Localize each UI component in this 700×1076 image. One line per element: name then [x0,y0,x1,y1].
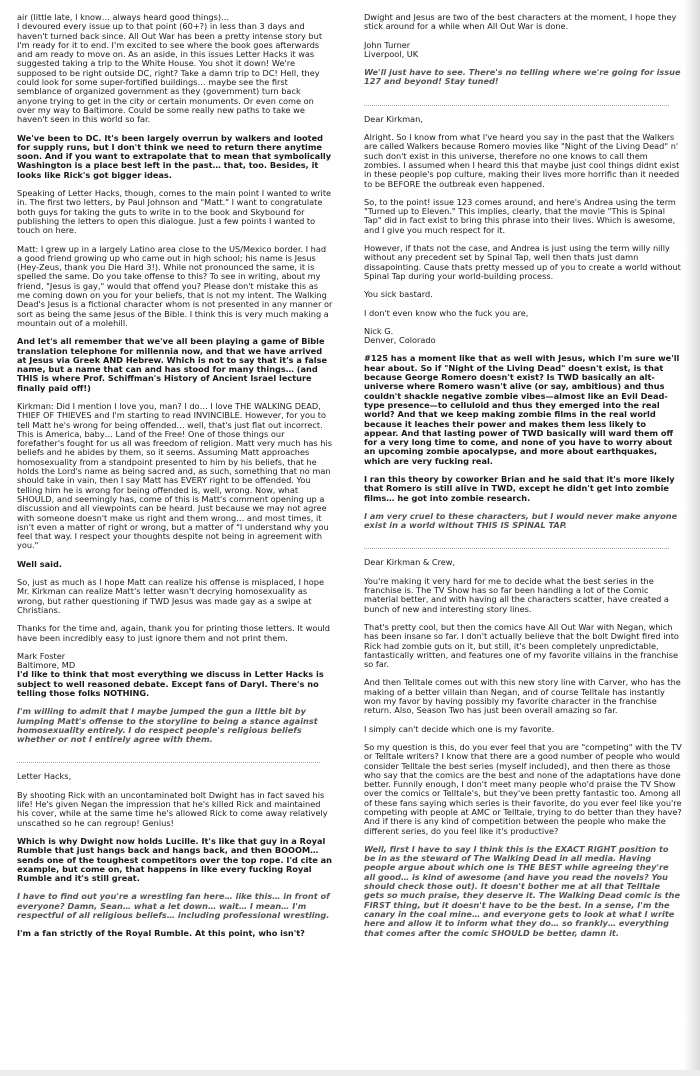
letter-separator [364,96,669,106]
kirkman-response: Well, first I have to say I think this is the EXACT RIGHT position to be in as the steward of The Walking Dead in all media. Having people argue about which one is THE BEST while agreeing they're all good… is kind of awesome (and have you read the novels? You should check those out). It doesn't bother me at all that Telltale gets so much praise, they deserve it. The Walking Dead comic is the FIRST thing, but it doesn't have to be the best. In a sense, I'm the canary in the coal mine… and everyone gets to look at what I write here and allow it to inform what they do… so frankly… everything that comes after the comic SHOULD be better, damn it. [364,843,681,938]
letter-paragraph: And then Telltale comes out with this new story line with Carver, who has the making of a better villain than Negan, and of course Telltale has instantly won my favor by having possibly my favorite character in the franchise return. Also, Season Two has just been overall amazing so far. [364,677,681,716]
left-column [17,13,333,948]
letter-paragraph: I don't even know who the fuck you are, [364,307,529,318]
kirkman-response: I have to find out you're a wrestling fan here… like this… in front of everyone? Damn, Sean… what a let down… wait… I mean… I'm respectful of all religious beliefs… including professional wrestling. [17,891,330,921]
editor-response: I'm a fan strictly of the Royal Rumble. At this point, who isn't? [17,928,305,939]
letter-paragraph: However, if thats not the case, and Andrea is just using the term willy nilly without any precedent set by Spinal Tap, well then thats just damn dissapointing. Cause thats pretty messed up of you to create a world without Spinal Tap during your world-building process. [364,243,681,281]
letter-paragraph: Speaking of Letter Hacks, though, comes to the main point I wanted to write in. The first two letters, by Paul Johnson and "Matt." I want to congratulate both guys for taking the guts to write in to the book and Skybound for publishing the letters to open this dialogue. Just a few points I wanted to touch on here. [17,188,332,236]
right-column [364,13,682,947]
letter-paragraph: Mark Foster Baltimore, MD [17,650,76,671]
letter-paragraph: John Turner Liverpool, UK [364,39,419,59]
letter-paragraph: Dear Kirkman & Crew, [364,557,456,568]
letter-paragraph: Nick G. Denver, Colorado [364,325,436,346]
letter-paragraph: So my question is this, do you ever feel that you are "competing" with the TV or Telltale writers? I know that there are a good number of people who would consider Telltale the best series (myself included), and then there as those who say that the comics are the best and none of the adaptations have done better. Funnily enough, I don't meet many people who'd praise the TV Show over the comics or Telltale's, but they've been pretty fantastic too. Among all of these fans saying which series is their favorite, do you ever feel like you're competing with people at AMC or Telltale, trying to do better than they have? And if there is any kind of competition between the people who make the different series, do you feel like it's productive? [364,741,682,836]
kirkman-response: I'm willing to admit that I maybe jumped the gun a little bit by lumping Matt's offense to the storyline to being a stance against homosexuality entirely. I do respect people's religious beliefs whether or not I entirely agree with them. [17,706,318,745]
letter-paragraph: Letter Hacks, [17,771,72,782]
letter-paragraph: Kirkman: Did I mention I love you, man? I do… I love THE WALKING DEAD, THIEF OF THIEVES and I'm starting to read INVINCIBLE. However, for you to tell Matt he's wrong for being offended… well, that's just flat out incorrect. This is America, baby… Land of the Free! One of those things our forefather's fought for us all was freedom of religion. Matt very much has his beliefs and he abides by them, so it seems. Assuming Matt approaches homosexuality from a standpoint presented to him by his beliefs, that he holds the Lord's name as being sacred and, as such, something that no man should take in vain, then I say Matt has EVERY right to be offended. You telling him he is wrong for being offended is, well, wrong. Now, what SHOULD, and seemingly has, come of this is Matt's comment opening up a discussion and all viewpoints can be heard. Just because we may not agree with someone doesn't make us right and them wrong… and most times, it isn't even a matter of right or wrong, but a matter of "I understand why you feel that way. I respect your thoughts despite not being in agreement with you." [17,400,333,551]
letter-paragraph: Matt: I grew up in a largely Latino area close to the US/Mexico border. I had a good friend growing up who came out in high school; his name is Jesus (Hey-Zeus, thank you Die Hard 3!). While not pronounced the same, it is spelled the same. Do you take offense to this? To see in writing, about my friend, "Jesus is gay," would that offend you? Please don't mistake this as me coming down on you for your beliefs, that is not my intent. The Walking Dead's Jesus is a fictional character whom is not presented in any manner or sort as being the same Jesus of the Bible. I think this is very much making a mountain out of a molehill. [17,243,333,328]
letter-paragraph: You're making it very hard for me to decide what the best series in the franchise is. The TV Show has so far been handling a lot of the Comic material better, and with having all the characters scatter, have created a bunch of new and interesting story lines. [364,575,669,614]
letter-paragraph: That's pretty cool, but then the comics have All Out War with Negan, which has been insane so far. I don't actually believe that the bolt Dwight fired into Rick had zombie guts on it, but still, it's been completely unpredictable, fantastically written, and features one of my favorite villains in the franchise so far. [364,621,679,670]
letter-paragraph: You sick bastard. [364,289,433,300]
kirkman-response: I am very cruel to these characters, but I would never make anyone exist in a world without THIS IS SPINAL TAP. [364,510,678,531]
page-edge-shadow [684,0,700,1076]
editor-response: Well said. [17,558,62,569]
letter-separator [17,753,320,763]
editor-response: We've been to DC. It's been largely overrun by walkers and looted for supply runs, but I don't think we need to return there anytime soon. And if you want to extrapolate that to mean that symbolically Washington is a place best left in the past… that, too. Besides, it looks like Rick's got bigger ideas. [17,132,332,180]
letter-paragraph: air (little late, I know… always heard good things)… I devoured every issue up to that point (60+?) in less than 3 days and haven't turned back since. All Out War has been a pretty intense story but I'm ready for it to end. I'm excited to see where the book goes afterwards and am ready to move on. As an aside, in this issues Letter Hacks it was suggested taking a trip to the White House. You shot it down! We're supposed to be right outside DC, right? Take a damn trip to DC! Hell, they could look for some super-fortified buildings… maybe see the first semblance of organized government as they (government) turn back anyone trying to get in the city or certain monuments. Or even come on over my way to Baltimore. Could be some really new paths to take we haven't seen in this world so far. [17,12,323,125]
letter-paragraph: Thanks for the time and, again, thank you for printing those letters. It would have been incredibly easy to just ignore them and not print them. [17,623,330,643]
editor-response: Which is why Dwight now holds Lucille. It's like that guy in a Royal Rumble that just hangs back and hangs back, and then BOOOM… sends one of the toughest competitors over the top rope. I'd cite an example, but come on, that happens in like every fucking Royal Rumble and it's still great. [17,835,333,884]
letter-paragraph: Dear Kirkman, [364,113,423,124]
editor-response: And let's all remember that we've all been playing a game of Bible translation telephone for millennia now, and that we have arrived at Jesus via Greek AND Hebrew. Which is not to say that it's a false name, but a name that can and has stood for many things… (and THIS is where Prof. Schiffman's History of Ancient Israel lecture finally paid off!) [17,336,328,393]
letter-paragraph: So, to the point! issue 123 comes around, and here's Andrea using the term "Turned up to Eleven." This implies, clearly, that the movie "This is Spinal Tap" did in fact exist to bring this phrase into their lives. Which is awesome, and I give you much respect for it. [364,196,676,235]
letter-paragraph: By shooting Rick with an uncontaminated bolt Dwight has in fact saved his life! He's given Negan the impression that he's killed Rick and maintained his cover, while at the same time he's allowed Rick to come away relatively unscathed so he can regroup! Genius! [17,789,328,828]
letter-paragraph: I simply can't decide which one is my favorite. [364,723,555,734]
editor-response: #125 has a moment like that as well with Jesus, which I'm sure we'll hear about. So if "Night of the Living Dead" doesn't exist, is that because George Romero doesn't exist? Is TWD basically an alt-universe where Romero wasn't alive (or say, ambitious) and thus couldn't shackle negative zombie vibes—almost like an Evil Dead-type presence—to celluloid and thus they emerged into the real world? And that we keep making zombie films in the real world because it leaches their power and makes them less likely to appear. And that lasting power of TWD basically will ward them off for a very long time to come, and none of you have to worry about an upcoming zombie apocalypse, and more about earthquakes, which are very fucking real. [364,353,680,466]
letter-separator [364,539,669,549]
letter-paragraph: Alright. So I know from what I've heard you say in the past that the Walkers are called Walkers because Romero movies like "Night of the Living Dead" n' such don't exist in this universe, therefore no one knows to call them zombies. I assumed when I heard this that maybe just cool things didnt exist in these people's pop culture, making their lives more horrific than it needed to be BEFORE the outbreak even happened. [364,132,680,189]
page-bottom-edge [0,1070,700,1076]
letter-paragraph: So, just as much as I hope Matt can realize his offense is misplaced, I hope Mr. Kirkman can realize Matt's letter wasn't decrying homosexuality as wrong, but rather questioning if TWD Jesus was made gay as a swipe at Christians. [17,577,325,615]
kirkman-response: We'll just have to see. There's no telling where we're going for issue 127 and beyond! Stay tuned! [364,67,681,87]
editor-response: I'd like to think that most everything we discuss in Letter Hacks is subject to well reasoned debate. Except fans of Daryl. There's no telling those folks NOTHING. [17,669,324,698]
editor-response: I ran this theory by coworker Brian and he said that it's more likely that Romero is still alive in TWD, except he didn't get into zombie films… he got into zombie research. [364,473,675,503]
letter-paragraph: Dwight and Jesus are two of the best characters at the moment, I hope they stick around for a while when All Out War is done. [364,12,677,32]
